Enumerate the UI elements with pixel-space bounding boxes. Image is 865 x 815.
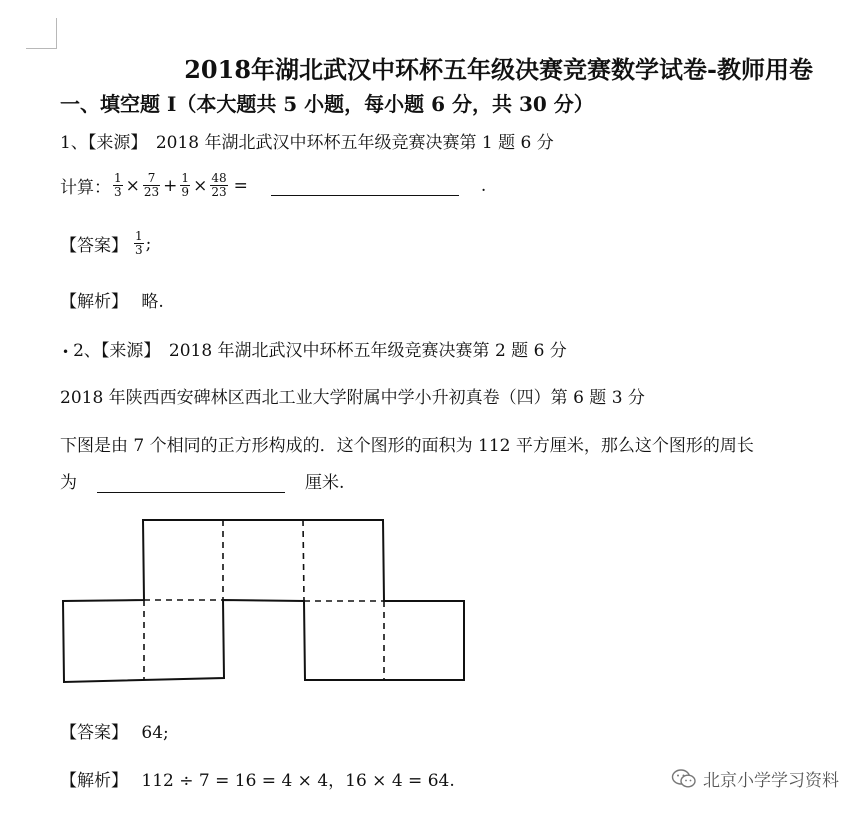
q1-times-2: × (193, 175, 208, 196)
q1-analysis-label: 【解析】 (60, 292, 128, 312)
q1-plus: + (163, 175, 178, 196)
figure-outline (63, 520, 464, 682)
q1-answer-num: 1 (135, 229, 143, 243)
q2-answer-label: 【答案】 (60, 723, 128, 743)
q1-f4-den: 23 (211, 185, 227, 199)
q2-prompt-1: 下图是由 7 个相同的正方形构成的．这个图形的面积为 112 平方厘米，那么这个图形的周长 (60, 436, 754, 456)
q1-f2-den: 23 (143, 185, 160, 199)
q1-equals: = (233, 175, 248, 196)
q2-analysis (60, 766, 455, 791)
q1-times-1: × (125, 175, 140, 196)
q1-f4-num: 48 (211, 171, 227, 185)
q2-prompt-suffix: 厘米. (305, 473, 345, 493)
q1-f1-den: 3 (114, 185, 122, 199)
q2-answer-text: 64; (141, 723, 169, 743)
q1-f3-num: 1 (181, 171, 190, 185)
q2-analysis-label: 【解析】 (60, 771, 128, 791)
q2-bullet: • (62, 345, 70, 359)
q1-analysis-text: 略. (141, 292, 164, 312)
q1-source: 1、【来源】 2018 年湖北武汉中环杯五年级竞赛决赛第 1 题 6 分 (60, 133, 554, 153)
q1-answer (60, 230, 151, 257)
q1-analysis (60, 287, 164, 312)
q2-prompt-2 (60, 468, 344, 493)
q2-source (62, 336, 567, 361)
section-heading: 一、填空题 I（本大题共 5 小题，每小题 6 分，共 30 分） (60, 92, 594, 116)
wechat-icon (671, 768, 697, 790)
q1-fraction-3 (180, 172, 190, 199)
q1-answer-suffix: ; (145, 233, 152, 254)
q2-prompt-prefix: 为 (60, 473, 77, 493)
q1-fraction-2 (143, 172, 160, 199)
seven-squares-figure (55, 512, 470, 692)
watermark-text: 北京小学学习资料 (703, 771, 839, 791)
q1-prompt (60, 172, 486, 199)
q1-answer-fraction (134, 230, 144, 257)
dashed-divider (303, 520, 304, 601)
q1-end-mark: . (480, 175, 487, 196)
q1-f3-den: 9 (181, 185, 190, 199)
q1-fraction-4 (210, 172, 227, 199)
q1-answer-blank[interactable] (271, 175, 459, 196)
q1-answer-label: 【答案】 (60, 236, 128, 256)
page-title: 2018年湖北武汉中环杯五年级决赛竞赛数学试卷-教师用卷 (184, 55, 813, 84)
q2-source-2: 2018 年陕西西安碑林区西北工业大学附属中学小升初真卷（四）第 6 题 3 分 (60, 388, 645, 408)
q1-answer-den: 3 (135, 243, 143, 257)
q2-answer (60, 718, 169, 743)
q1-f1-num: 1 (114, 171, 122, 185)
page-corner-mark (26, 18, 57, 49)
q2-analysis-text: 112 ÷ 7 = 16 = 4 × 4，16 × 4 = 64. (141, 771, 455, 791)
q1-fraction-1 (113, 172, 123, 199)
watermark (671, 766, 839, 791)
q1-f2-num: 7 (143, 172, 160, 186)
q1-prompt-prefix: 计算： (60, 178, 111, 198)
q2-answer-blank[interactable] (97, 472, 285, 493)
q2-source-text: 2、【来源】 2018 年湖北武汉中环杯五年级竞赛决赛第 2 题 6 分 (73, 341, 567, 361)
